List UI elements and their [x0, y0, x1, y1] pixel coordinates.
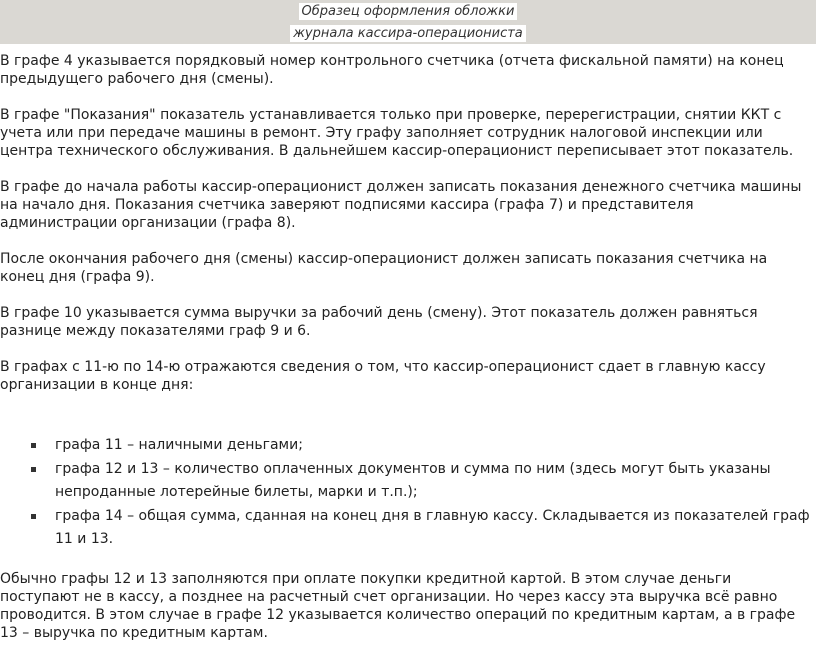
caption-line-1 — [0, 2, 816, 22]
bullet-list — [0, 434, 812, 552]
article-body — [0, 52, 812, 660]
paragraph-2: В графе "Показания" показатель устанавливается только при проверке, перерегистрации, снятии ККТ с учета или при передаче машины в ремонт. Эту графу заполняет сотрудник налоговой инспекции или центра технического обслуживания. В дальнейшем кассир-операционист переписывает этот показатель. — [0, 107, 794, 159]
list-item: графа 11 – наличными деньгами; — [55, 434, 812, 458]
paragraph-5: В графе 10 указывается сумма выручки за рабочий день (смену). Этот показатель должен равняться разнице между показателями граф 9 и 6. — [0, 305, 758, 339]
paragraph-4: После окончания рабочего дня (смены) кассир-операционист должен записать показания счетчика на конец дня (графа 9). — [0, 251, 768, 285]
caption-text-2: журнала кассира-операциониста — [290, 25, 526, 42]
paragraph-3: В графе до начала работы кассир-операционист должен записать показания денежного счетчика машины на начало дня. Показания счетчика заверяют подписями кассира (графа 7) и представителя администрации организации (графа 8). — [0, 179, 802, 231]
image-caption-band — [0, 0, 816, 44]
list-item: графа 14 – общая сумма, сданная на конец дня в главную кассу. Складывается из показателей граф 11 и 13. — [55, 505, 812, 552]
closing-paragraph: Обычно графы 12 и 13 заполняются при оплате покупки кредитной картой. В этом случае деньги поступают не в кассу, а позднее на расчетный счет организации. Но через кассу эта выручка всё равно проводится. В этом случае в графе 12 указывается количество операций по кредитным картам, а в графе 13 – выручка по кредитным картам. — [0, 570, 796, 641]
paragraph-6: В графах с 11-ю по 14-ю отражаются сведения о том, что кассир-операционист сдает в главную кассу организации в конце дня: — [0, 359, 766, 393]
caption-line-2 — [0, 24, 816, 44]
caption-text-1: Образец оформления обложки — [299, 3, 518, 20]
list-item: графа 12 и 13 – количество оплаченных документов и сумма по ним (здесь могут быть указаны непроданные лотерейные билеты, марки и т.п.); — [55, 458, 812, 505]
paragraph-1: В графе 4 указывается порядковый номер контрольного счетчика (отчета фискальной памяти) на конец предыдущего рабочего дня (смены). — [0, 53, 784, 87]
